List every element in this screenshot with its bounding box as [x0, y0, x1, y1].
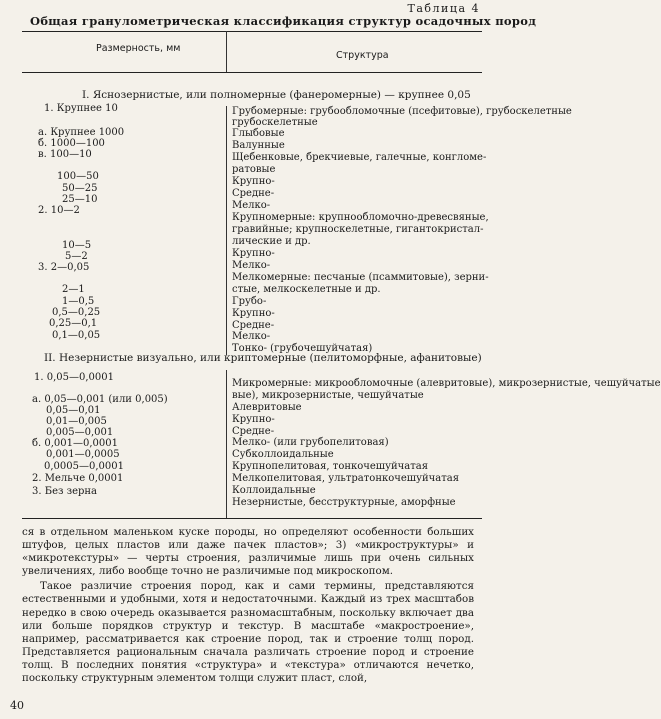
- header-divider: [226, 31, 227, 73]
- structure-cell: Крупнопелитовая, тонкочешуйчатая: [232, 461, 429, 472]
- structure-cell: Мелко- (или грубопелитовая): [232, 437, 389, 448]
- paragraph-1: ся в отдельном маленьком куске породы, но определяют особенности больших штуфов, целых пластов или даже пачек пластов»; 3) «микроструктуры» и «микротекстуры» — черты строения, различимые лишь при очень сильных увеличениях, либо вообще точно не различимые под микроскопом.: [22, 526, 474, 578]
- size-cell: 0,05—0,01: [46, 405, 101, 416]
- size-cell: 0,01—0,005: [46, 416, 107, 427]
- structure-cell: гравийные; крупноскелетные, гигантокристал-: [232, 224, 484, 235]
- size-cell: 0,25—0,1: [49, 318, 98, 329]
- size-cell: 0,001—0,0005: [46, 449, 120, 460]
- structure-cell: Мелкопелитовая, ультратонкочешуйчатая: [232, 473, 460, 484]
- structure-cell: Тонко- (грубочешуйчатая): [232, 343, 373, 354]
- structure-cell: Коллоидальные: [232, 485, 316, 496]
- structure-cell: Крупно-: [232, 176, 275, 187]
- size-cell: 0,5—0,25: [52, 307, 101, 318]
- size-cell: 100—50: [57, 171, 99, 182]
- structure-cell: Крупномерные: крупнообломочно-древесвяные,: [232, 212, 489, 223]
- structure-cell: Мелко-: [232, 331, 271, 342]
- structure-cell: Щебенковые, брекчиевые, галечные, конгломе-: [232, 152, 487, 163]
- structure-cell: Микромерные: микрообломочные (алевритовые), микрозернистые, чешуйчатые: [232, 378, 661, 389]
- structure-cell: Крупно-: [232, 414, 275, 425]
- structure-cell: Субколлоидальные: [232, 449, 334, 460]
- size-cell: а. Крупнее 1000: [38, 127, 125, 138]
- structure-cell: Грубомерные: грубообломочные (псефитовые), грубоскелетные: [232, 106, 572, 117]
- structure-cell: Валунные: [232, 140, 285, 151]
- structure-cell: грубоскелетные: [232, 117, 318, 128]
- structure-cell: Мелко-: [232, 200, 271, 211]
- size-cell: 1. 0,05—0,0001: [34, 372, 114, 383]
- header-bottom-rule: [22, 72, 482, 73]
- structure-cell: Средне-: [232, 320, 275, 331]
- size-cell: 3. Без зерна: [32, 486, 98, 497]
- size-cell: 2. Мельче 0,0001: [32, 473, 124, 484]
- page-number: 40: [10, 699, 24, 712]
- header-size: Размерность, мм: [96, 43, 181, 54]
- structure-cell: ратовые: [232, 164, 276, 175]
- size-cell: б. 1000—100: [38, 138, 105, 149]
- header-structure: Структура: [336, 50, 389, 61]
- size-cell: 0,1—0,05: [52, 330, 101, 341]
- table-top-rule: [22, 31, 482, 32]
- body-text: [22, 526, 474, 685]
- structure-cell: Мелко-: [232, 260, 271, 271]
- size-cell: в. 100—10: [38, 149, 92, 160]
- section-2-title: II. Незернистые визуально, или криптомерные (пелитоморфные, афанитовые): [44, 352, 482, 364]
- structure-cell: Крупно-: [232, 308, 275, 319]
- size-cell: 3. 2—0,05: [38, 262, 90, 273]
- size-cell: 0,0005—0,0001: [44, 461, 124, 472]
- size-cell: 2—1: [62, 284, 85, 295]
- size-cell: б. 0,001—0,0001: [32, 438, 118, 449]
- size-cell: 10—5: [62, 240, 92, 251]
- structure-cell: Крупно-: [232, 248, 275, 259]
- structure-cell: стые, мелкоскелетные и др.: [232, 284, 381, 295]
- structure-cell: Глыбовые: [232, 128, 285, 139]
- section-2-divider: [226, 370, 227, 518]
- section-1-title: I. Яснозернистые, или полномерные (фанеромерные) — крупнее 0,05: [82, 89, 471, 101]
- size-cell: 0,005—0,001: [46, 427, 114, 438]
- structure-cell: Средне-: [232, 188, 275, 199]
- size-cell: 5—2: [65, 251, 88, 262]
- structure-cell: Мелкомерные: песчаные (псаммитовые), зерни-: [232, 272, 489, 283]
- size-cell: 1. Крупнее 10: [44, 103, 118, 114]
- structure-cell: лические и др.: [232, 236, 311, 247]
- structure-cell: вые), микрозернистые, чешуйчатые: [232, 390, 424, 401]
- size-cell: 1—0,5: [62, 296, 95, 307]
- structure-cell: Незернистые, бесструктурные, аморфные: [232, 497, 456, 508]
- section-1-divider: [226, 106, 227, 355]
- table-bottom-rule: [22, 518, 482, 519]
- structure-cell: Средне-: [232, 426, 275, 437]
- size-cell: 2. 10—2: [38, 205, 80, 216]
- paragraph-2: Такое различие строения пород, как и сами термины, представляются естественными и удобными, хотя и недостаточными. Каждый из трех масштабов нередко в свою очередь оказывается разномасштабным, поскольку включает два или больше порядков структур и текстур. В масштабе «макростроение», например, рассматривается как строение пород, так и строение толщ пород. Представляется рациональным сначала различать строение пород и строение толщ. В последних понятия «структура» и «текстура» отличаются нечетко, поскольку структурным элементом толщи служит пласт, слой,: [22, 580, 474, 685]
- structure-cell: Алевритовые: [232, 402, 302, 413]
- size-cell: 50—25: [62, 183, 98, 194]
- table-caption: Таблица 4: [407, 2, 480, 15]
- table-title: Общая гранулометрическая классификация структур осадочных пород: [30, 14, 537, 28]
- size-cell: а. 0,05—0,001 (или 0,005): [32, 394, 168, 405]
- size-cell: 25—10: [62, 194, 98, 205]
- structure-cell: Грубо-: [232, 296, 267, 307]
